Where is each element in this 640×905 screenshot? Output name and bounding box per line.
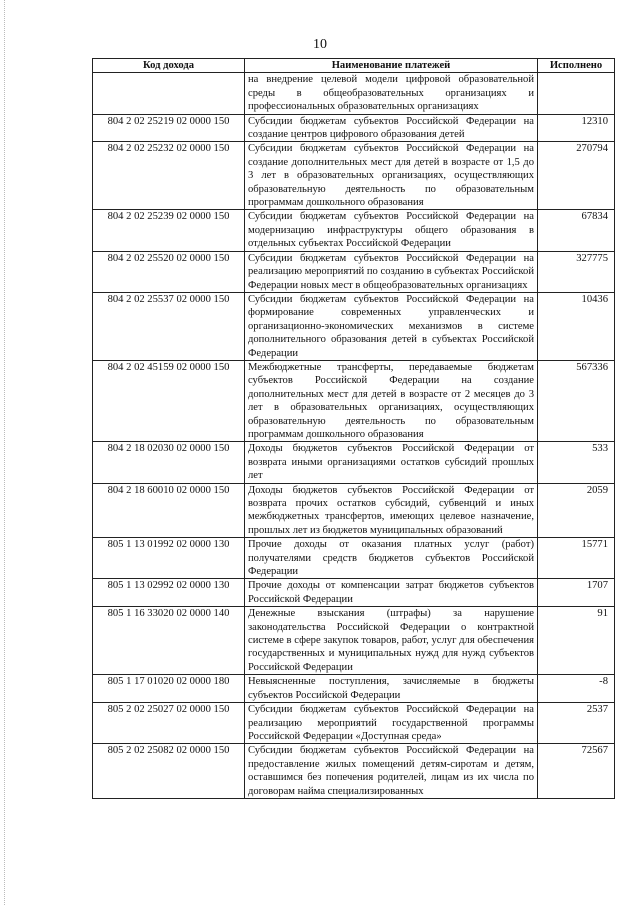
header-code: Код дохода — [93, 59, 245, 73]
table-row — [93, 675, 615, 703]
income-code-cell: 804 2 02 25537 02 0000 150 — [93, 292, 245, 360]
payment-name-cell: Субсидии бюджетам субъектов Российской Федерации на реализацию мероприятий государственной программы Российской Федерации «Доступная среда» — [245, 703, 538, 744]
payment-name-cell: Субсидии бюджетам субъектов Российской Федерации на формирование современных управленческих и организационно-экономических механизмов в системе дополнительного образования детей в субъектах Российской Федерации — [245, 292, 538, 360]
scan-margin-line — [4, 0, 6, 905]
payment-name-cell: Субсидии бюджетам субъектов Российской Федерации на создание центров цифрового образования детей — [245, 114, 538, 142]
income-code-cell: 805 1 16 33020 02 0000 140 — [93, 607, 245, 675]
executed-amount-cell: 567336 — [538, 360, 615, 441]
table-row — [93, 442, 615, 483]
payment-name-cell: на внедрение целевой модели цифровой образовательной среды в общеобразовательных организациях и профессиональных образовательных организациях — [245, 73, 538, 114]
executed-amount-cell: 2059 — [538, 483, 615, 538]
table-row — [93, 142, 615, 210]
table-row — [93, 744, 615, 799]
payment-name-cell: Денежные взыскания (штрафы) за нарушение законодательства Российской Федерации о контрактной системе в сфере закупок товаров, работ, услуг для обеспечения государственных и муниципальных нужд для нужд субъектов Российской Федерации — [245, 607, 538, 675]
executed-amount-cell: 10436 — [538, 292, 615, 360]
table-row — [93, 73, 615, 114]
income-code-cell: 804 2 02 25239 02 0000 150 — [93, 210, 245, 251]
income-code-cell: 804 2 02 25520 02 0000 150 — [93, 251, 245, 292]
table-row — [93, 538, 615, 579]
executed-amount-cell: 67834 — [538, 210, 615, 251]
income-code-cell: 804 2 02 25219 02 0000 150 — [93, 114, 245, 142]
executed-amount-cell: 327775 — [538, 251, 615, 292]
income-code-cell: 804 2 02 45159 02 0000 150 — [93, 360, 245, 441]
table-row — [93, 292, 615, 360]
table-row — [93, 579, 615, 607]
revenue-table — [92, 58, 615, 799]
table-row — [93, 483, 615, 538]
header-name: Наименование платежей — [245, 59, 538, 73]
page-number: 10 — [313, 37, 327, 52]
income-code-cell: 804 2 02 25232 02 0000 150 — [93, 142, 245, 210]
income-code-cell — [93, 73, 245, 114]
payment-name-cell: Прочие доходы от компенсации затрат бюджетов субъектов Российской Федерации — [245, 579, 538, 607]
executed-amount-cell: 533 — [538, 442, 615, 483]
income-code-cell: 805 1 17 01020 02 0000 180 — [93, 675, 245, 703]
income-code-cell: 805 2 02 25027 02 0000 150 — [93, 703, 245, 744]
executed-amount-cell: 91 — [538, 607, 615, 675]
income-code-cell: 804 2 18 02030 02 0000 150 — [93, 442, 245, 483]
table-row — [93, 210, 615, 251]
executed-amount-cell: 72567 — [538, 744, 615, 799]
table-row — [93, 360, 615, 441]
executed-amount-cell: 270794 — [538, 142, 615, 210]
payment-name-cell: Субсидии бюджетам субъектов Российской Федерации на создание дополнительных мест для детей в возрасте от 1,5 до 3 лет в образовательных организациях, осуществляющих образовательную деятельность по образовательным программам дошкольного образования — [245, 142, 538, 210]
table-header-row — [93, 59, 615, 73]
header-done: Исполнено — [538, 59, 615, 73]
payment-name-cell: Прочие доходы от оказания платных услуг (работ) получателями средств бюджетов субъектов Российской Федерации — [245, 538, 538, 579]
payment-name-cell: Субсидии бюджетам субъектов Российской Федерации на реализацию мероприятий по созданию в субъектах Российской Федерации новых мест в общеобразовательных организациях — [245, 251, 538, 292]
income-code-cell: 805 1 13 02992 02 0000 130 — [93, 579, 245, 607]
executed-amount-cell: 1707 — [538, 579, 615, 607]
payment-name-cell: Невыясненные поступления, зачисляемые в бюджеты субъектов Российской Федерации — [245, 675, 538, 703]
table-header — [93, 59, 615, 73]
payment-name-cell: Межбюджетные трансферты, передаваемые бюджетам субъектов Российской Федерации на создание дополнительных мест для детей в возрасте от 2 месяцев до 3 лет в образовательных организациях, осуществляющих образовательную деятельность по образовательным программам дошкольного образования — [245, 360, 538, 441]
table-row — [93, 114, 615, 142]
table-row — [93, 251, 615, 292]
payment-name-cell: Субсидии бюджетам субъектов Российской Федерации на предоставление жилых помещений детям-сиротам и детям, оставшимся без попечения родителей, лицам из их числа по договорам найма специализированных — [245, 744, 538, 799]
payment-name-cell: Субсидии бюджетам субъектов Российской Федерации на модернизацию инфраструктуры общего образования в отдельных субъектах Российской Федерации — [245, 210, 538, 251]
table-row — [93, 607, 615, 675]
executed-amount-cell: -8 — [538, 675, 615, 703]
executed-amount-cell — [538, 73, 615, 114]
executed-amount-cell: 12310 — [538, 114, 615, 142]
income-code-cell: 805 1 13 01992 02 0000 130 — [93, 538, 245, 579]
income-code-cell: 805 2 02 25082 02 0000 150 — [93, 744, 245, 799]
table-body — [93, 73, 615, 799]
income-code-cell: 804 2 18 60010 02 0000 150 — [93, 483, 245, 538]
payment-name-cell: Доходы бюджетов субъектов Российской Федерации от возврата прочих остатков субсидий, субвенций и иных межбюджетных трансфертов, имеющих целевое назначение, прошлых лет из бюджетов муниципальных образований — [245, 483, 538, 538]
table-row — [93, 703, 615, 744]
executed-amount-cell: 15771 — [538, 538, 615, 579]
payment-name-cell: Доходы бюджетов субъектов Российской Федерации от возврата иными организациями остатков субсидий прошлых лет — [245, 442, 538, 483]
executed-amount-cell: 2537 — [538, 703, 615, 744]
